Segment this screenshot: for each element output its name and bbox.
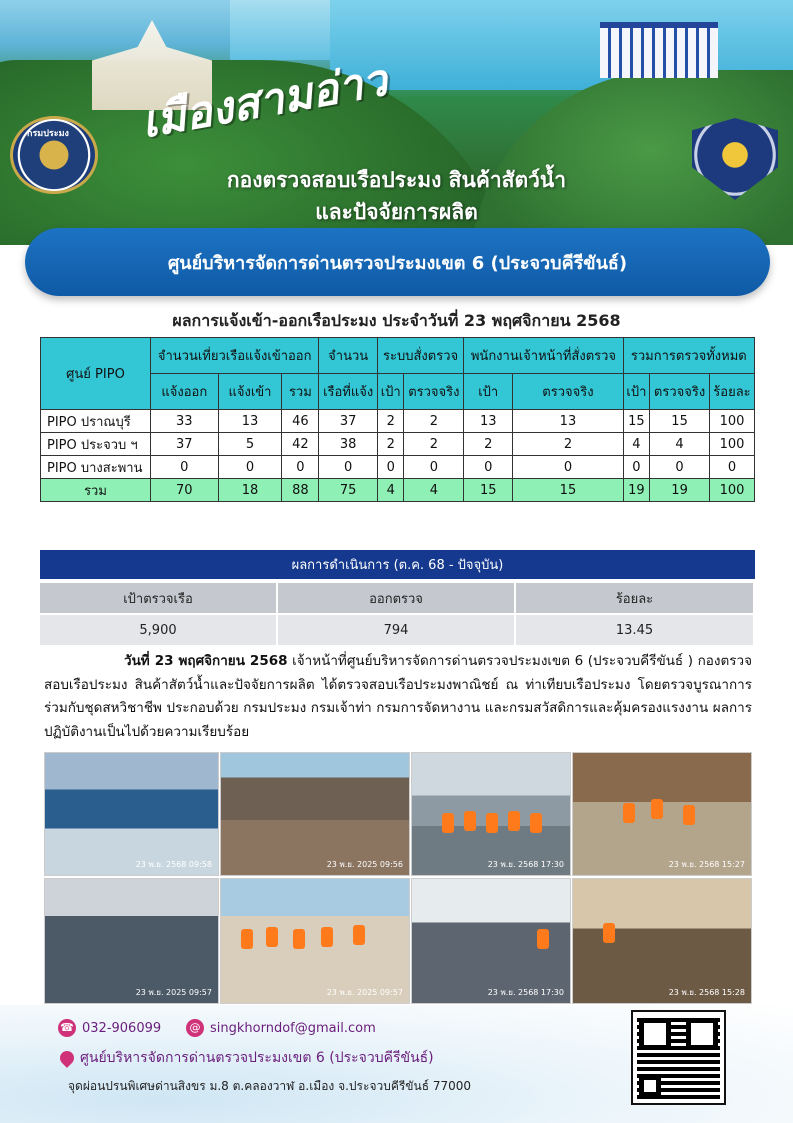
table-cell: 4 bbox=[404, 479, 464, 502]
table-cell: 37 bbox=[319, 410, 378, 433]
table-cell: 100 bbox=[709, 433, 754, 456]
photo-timestamp: 23 พ.ย. 2568 17:30 bbox=[487, 988, 564, 997]
photo-inspection-team bbox=[411, 752, 571, 876]
operations-column-target: เป้าตรวจเรือ bbox=[40, 583, 278, 613]
building-image bbox=[600, 22, 718, 78]
summary-text: เจ้าหน้าที่ศูนย์บริหารจัดการด่านตรวจประมงเขต 6 (ประจวบคีรีขันธ์ ) กองตรวจสอบเรือประมง สินค้าสัตว์น้ำและปัจจัยการผลิต ได้ตรวจสอบเรือประมงพาณิชย์ ณ ท่าเทียบเรือประมง โดยตรวจบูรณาการร่วมกับชุดสหวิชาชีพ ประกอบด้วย กรมประมง กรมเจ้าท่า กรมการจัดหางาน และกรมสวัสดิการและคุ้มครองแรงงาน ผลการปฏิบัติงานเป็นไปด้วยความเรียบร้อย bbox=[44, 653, 752, 740]
email-contact[interactable] bbox=[186, 1019, 376, 1037]
life-vest-figure bbox=[241, 929, 253, 949]
photo-officers-interview bbox=[411, 878, 571, 1004]
table-cell: 15 bbox=[513, 479, 623, 502]
row-center-name: PIPO ประจวบ ฯ bbox=[41, 433, 151, 456]
row-center-name: PIPO บางสะพาน bbox=[41, 456, 151, 479]
table-cell: 15 bbox=[464, 479, 513, 502]
photo-fishing-net bbox=[44, 878, 219, 1004]
subheader-cell: ตรวจจริง bbox=[650, 374, 710, 410]
table-cell: 19 bbox=[623, 479, 650, 502]
table-cell: 13 bbox=[464, 410, 513, 433]
row-center-name: PIPO ปราณบุรี bbox=[41, 410, 151, 433]
table-cell: 0 bbox=[709, 456, 754, 479]
photo-timestamp: 23 พ.ย. 2568 09:58 bbox=[135, 860, 212, 869]
photo-timestamp: 23 พ.ย. 2568 15:27 bbox=[668, 860, 745, 869]
banner-title-line1: กองตรวจสอบเรือประมง สินค้าสัตว์น้ำ bbox=[226, 168, 567, 192]
operations-header-text: ผลการดำเนินการ (ต.ค. 68 - ปัจจุบัน) bbox=[291, 558, 504, 573]
table-cell: 46 bbox=[282, 410, 319, 433]
photo-fishing-boat bbox=[44, 752, 219, 876]
table-cell: 15 bbox=[623, 410, 650, 433]
banner-title-line2: และปัจจัยการผลิต bbox=[315, 200, 478, 224]
table-cell: 18 bbox=[218, 479, 282, 502]
table-cell: 2 bbox=[377, 433, 404, 456]
life-vest-figure bbox=[321, 927, 333, 947]
table-cell: 13 bbox=[218, 410, 282, 433]
table-cell: 75 bbox=[319, 479, 378, 502]
table-cell: 0 bbox=[623, 456, 650, 479]
ribbon-text: ศูนย์บริหารจัดการด่านตรวจประมงเขต 6 (ประจวบคีรีขันธ์) bbox=[167, 252, 628, 274]
subheader-cell: แจ้งเข้า bbox=[218, 374, 282, 410]
summary-paragraph bbox=[44, 650, 752, 744]
operations-value-target: 5,900 bbox=[40, 615, 278, 645]
qr-code-icon[interactable] bbox=[633, 1012, 724, 1103]
life-vest-figure bbox=[486, 813, 498, 833]
table-cell: 2 bbox=[464, 433, 513, 456]
table-cell: 4 bbox=[377, 479, 404, 502]
subheader-cell: ตรวจจริง bbox=[513, 374, 623, 410]
photo-timestamp: 23 พ.ย. 2568 15:28 bbox=[668, 988, 745, 997]
photo-document-check bbox=[572, 878, 752, 1004]
life-vest-figure bbox=[464, 811, 476, 831]
life-vest-figure bbox=[293, 929, 305, 949]
subheader-cell: เป้า bbox=[377, 374, 404, 410]
table-cell: 0 bbox=[319, 456, 378, 479]
table-cell: 15 bbox=[650, 410, 710, 433]
table-cell: 0 bbox=[404, 456, 464, 479]
report-title: ผลการแจ้งเข้า-ออกเรือประมง ประจำวันที่ 23 พฤศจิกายน 2568 bbox=[172, 311, 621, 330]
table-cell: 0 bbox=[282, 456, 319, 479]
table-cell: 4 bbox=[623, 433, 650, 456]
table-cell: 2 bbox=[377, 410, 404, 433]
header-officer: พนักงานเจ้าหน้าที่สั่งตรวจ bbox=[464, 338, 623, 374]
header-system: ระบบสั่งตรวจ bbox=[377, 338, 463, 374]
photo-collage bbox=[44, 752, 752, 1004]
table-cell: 0 bbox=[151, 456, 219, 479]
subheader-cell: แจ้งออก bbox=[151, 374, 219, 410]
table-cell: 2 bbox=[404, 433, 464, 456]
subheader-cell: เป้า bbox=[464, 374, 513, 410]
life-vest-figure bbox=[508, 811, 520, 831]
subheader-cell: เป้า bbox=[623, 374, 650, 410]
subheader-cell: เรือที่แจ้ง bbox=[319, 374, 378, 410]
life-vest-figure bbox=[651, 799, 663, 819]
operations-grid bbox=[40, 583, 755, 645]
table-cell: 13 bbox=[513, 410, 623, 433]
table-row bbox=[41, 433, 755, 456]
table-cell: 0 bbox=[513, 456, 623, 479]
globe-icon: @ bbox=[186, 1019, 204, 1037]
table-cell: 100 bbox=[709, 479, 754, 502]
table-cell: 4 bbox=[650, 433, 710, 456]
header-center: ศูนย์ PIPO bbox=[41, 338, 151, 410]
header-banner bbox=[0, 0, 793, 245]
table-cell: 38 bbox=[319, 433, 378, 456]
phone-number: 032-906099 bbox=[82, 1020, 162, 1036]
operations-value-inspected: 794 bbox=[278, 615, 516, 645]
office-name: ศูนย์บริหารจัดการด่านตรวจประมงเขต 6 (ประจวบคีรีขันธ์) bbox=[80, 1050, 434, 1066]
table-cell: 2 bbox=[513, 433, 623, 456]
table-header-row bbox=[41, 338, 755, 374]
operations-header bbox=[40, 550, 755, 579]
table-cell: 2 bbox=[404, 410, 464, 433]
table-cell: 0 bbox=[377, 456, 404, 479]
table-cell: 100 bbox=[709, 410, 754, 433]
operations-column-inspected: ออกตรวจ bbox=[278, 583, 516, 613]
pipo-table bbox=[40, 337, 755, 502]
logo-left-caption: กรมประมง bbox=[27, 129, 69, 139]
table-cell: 37 bbox=[151, 433, 219, 456]
banner-script-text: เมืองสามอ่าว bbox=[137, 54, 391, 149]
table-cell: 42 bbox=[282, 433, 319, 456]
photo-pier-team bbox=[572, 752, 752, 876]
subheader-cell: รวม bbox=[282, 374, 319, 410]
operations-value-percent: 13.45 bbox=[516, 615, 755, 645]
table-row bbox=[41, 456, 755, 479]
table-total-row bbox=[41, 479, 755, 502]
phone-contact[interactable] bbox=[58, 1019, 161, 1037]
photo-crew-documents bbox=[220, 878, 410, 1004]
life-vest-figure bbox=[603, 923, 615, 943]
table-cell: 88 bbox=[282, 479, 319, 502]
life-vest-figure bbox=[530, 813, 542, 833]
table-cell: 0 bbox=[218, 456, 282, 479]
table-cell: 0 bbox=[464, 456, 513, 479]
row-center-name: รวม bbox=[41, 479, 151, 502]
photo-timestamp: 23 พ.ย. 2025 09:57 bbox=[135, 988, 212, 997]
life-vest-figure bbox=[353, 925, 365, 945]
table-cell: 70 bbox=[151, 479, 219, 502]
photo-timestamp: 23 พ.ย. 2568 17:30 bbox=[487, 860, 564, 869]
table-cell: 5 bbox=[218, 433, 282, 456]
table-body bbox=[41, 410, 755, 502]
operations-column-percent: ร้อยละ bbox=[516, 583, 755, 613]
life-vest-figure bbox=[266, 927, 278, 947]
header-total: รวมการตรวจทั้งหมด bbox=[623, 338, 754, 374]
photo-timestamp: 23 พ.ย. 2025 09:57 bbox=[326, 988, 403, 997]
qr-finder-pattern bbox=[639, 1075, 661, 1097]
table-row bbox=[41, 410, 755, 433]
summary-date: วันที่ 23 พฤศจิกายน 2568 bbox=[124, 653, 288, 669]
table-cell: 0 bbox=[650, 456, 710, 479]
life-vest-figure bbox=[623, 803, 635, 823]
email-address: singkhorndof@gmail.com bbox=[210, 1020, 376, 1036]
location-pin-icon bbox=[57, 1048, 77, 1068]
table-cell: 19 bbox=[650, 479, 710, 502]
table-cell: 33 bbox=[151, 410, 219, 433]
subheader-cell: ร้อยละ bbox=[709, 374, 754, 410]
life-vest-figure bbox=[442, 813, 454, 833]
office-contact bbox=[60, 1047, 434, 1069]
photo-boat-deck bbox=[220, 752, 410, 876]
photo-timestamp: 23 พ.ย. 2025 09:56 bbox=[326, 860, 403, 869]
office-address: จุดผ่อนปรนพิเศษด่านสิงขร ม.8 ต.คลองวาฬ อ.เมือง จ.ประจวบคีรีขันธ์ 77000 bbox=[68, 1079, 472, 1093]
life-vest-figure bbox=[537, 929, 549, 949]
subheader-cell: ตรวจจริง bbox=[404, 374, 464, 410]
phone-icon: ☎ bbox=[58, 1019, 76, 1037]
life-vest-figure bbox=[683, 805, 695, 825]
header-count: จำนวน bbox=[319, 338, 378, 374]
header-trips: จำนวนเที่ยวเรือแจ้งเข้าออก bbox=[151, 338, 319, 374]
center-ribbon bbox=[25, 228, 770, 296]
